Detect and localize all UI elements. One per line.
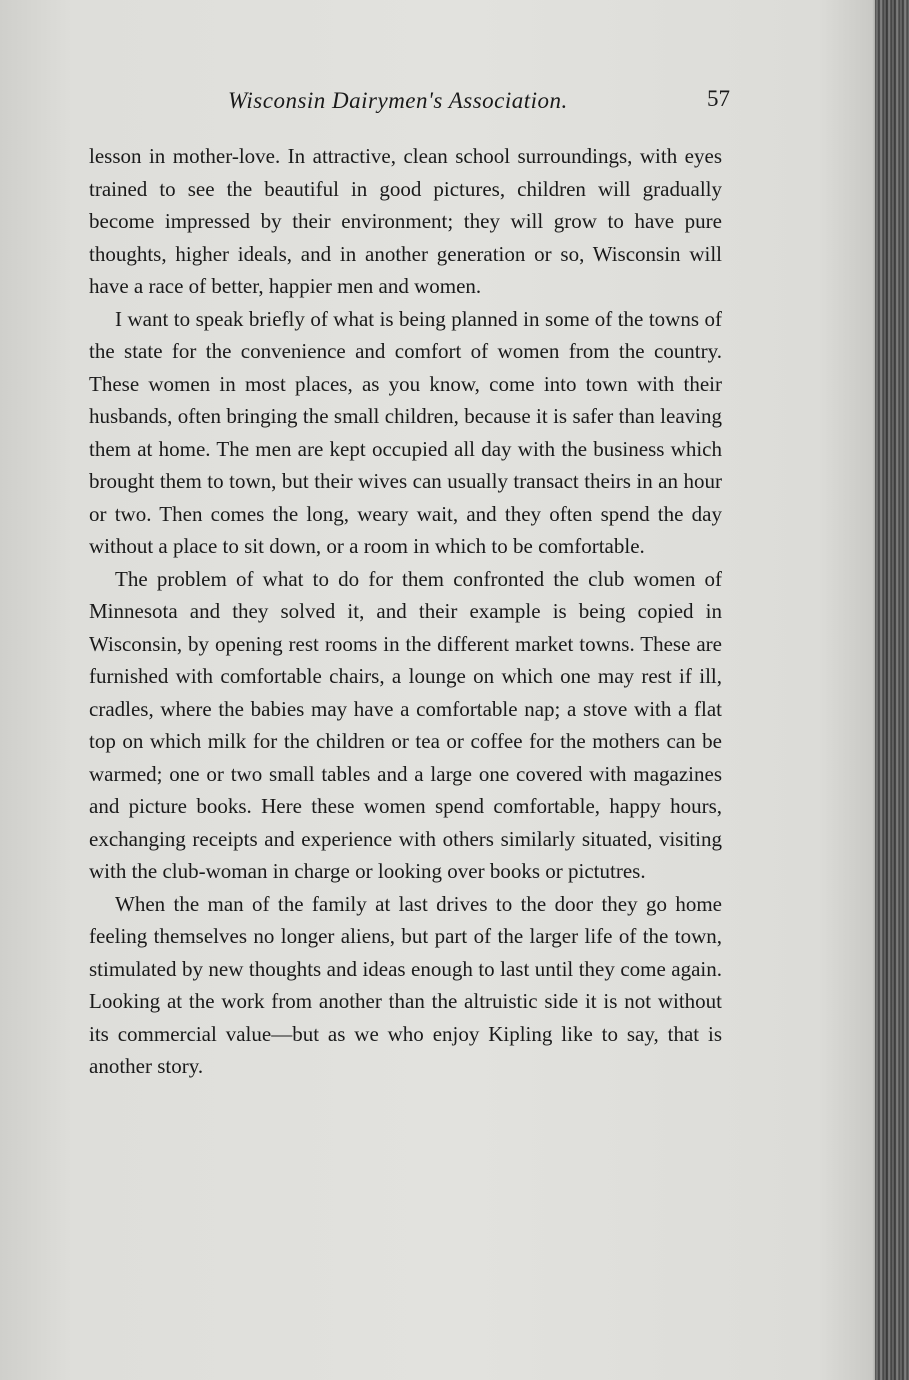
page-number: 57 bbox=[707, 86, 730, 111]
paragraph: lesson in mother-love. In attractive, clean school surroundings, with eyes trained to see the beautiful in good pictures, children will gradually become impressed by their environment; they will grow to have pure thoughts, higher ideals, and in another generation or so, Wisconsin will have a race of better, happier men and women. bbox=[89, 144, 722, 298]
running-head: Wisconsin Dairymen's Association. bbox=[228, 88, 568, 113]
paragraph: When the man of the family at last drives to the door they go home feeling themselves no longer aliens, but part of the larger life of the town, stimulated by new thoughts and ideas enough to last until they come again. Looking at the work from another than the altruistic side it is not without its commercial value—but as we who enjoy Kipling like to say, that is another story. bbox=[89, 891, 722, 1078]
paragraph: I want to speak briefly of what is being planned in some of the towns of the state for the convenience and comfort of women from the country. These women in most places, as you know, come into town with their husbands, often bringing the small children, because it is safer than leaving them at home. The men are kept occupied all day with the business which brought them to town, but their wives can usually transact theirs in an hour or two. Then comes the long, weary wait, and they often spend the day without a place to sit down, or a room in which to be comfortable. bbox=[89, 306, 722, 558]
book-spine-edge bbox=[875, 0, 909, 1380]
paragraph: The problem of what to do for them confronted the club women of Minnesota and they solved it, and their example is being copied in Wisconsin, by opening rest rooms in the different market towns. These are furnished with comfortable chairs, a lounge on which one may rest if ill, cradles, where the babies may have a comfortable nap; a stove with a flat top on which milk for the children or tea or coffee for the mothers can be warmed; one or two small tables and a large one covered with magazines and picture books. Here these women spend comfortable, happy hours, exchanging receipts and experience with others similarly situated, visiting with the club-woman in charge or looking over books or pictutres. bbox=[89, 566, 722, 883]
page-header bbox=[90, 80, 730, 120]
body-text bbox=[89, 140, 722, 1083]
